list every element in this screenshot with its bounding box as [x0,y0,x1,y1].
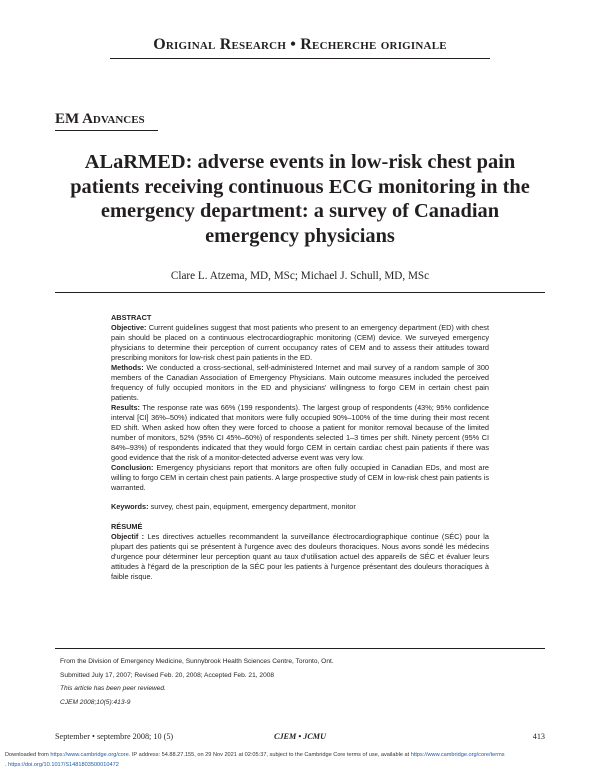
resume-heading: RÉSUMÉ [111,522,143,531]
submission-dates: Submitted July 17, 2007; Revised Feb. 20, 2008; Accepted Feb. 21, 2008 [60,671,275,679]
author-rule [55,292,545,293]
header-rule [110,58,490,59]
abstract-conclusion [111,463,489,493]
download-notice [5,751,597,770]
objective-label: Objective: [111,323,147,332]
article-title: ALaRMED: adverse events in low-risk chest pain patients receiving continuous ECG monitoring in the emergency department: a survey of Canadian emergency physicians [70,151,530,247]
keywords [111,502,489,512]
category-label: EM Advances [55,111,145,127]
download-line2-prefix: . [5,761,9,768]
abstract-results [111,403,489,463]
objectif-text: Les directives actuelles recommandent la surveillance électrocardiographique continue (SÉC) pour la plupart des patients qui se présentent à l'urgence avec des douleurs thoraciques. Nous avons sondé les médecins d'urgence pour déterminer leur perception quant au taux d'utilisation actuel des appareils de SÉC et évaluer leurs attitudes à l'égard de la prescription de la SÉC pour les patients à l'urgence présentant des douleurs thoraciques à faible risque. [111,532,489,581]
objectif-label: Objectif : [111,532,145,541]
keywords-text: survey, chest pain, equipment, emergency department, monitor [148,502,356,511]
author-list: Clare L. Atzema, MD, MSc; Michael J. Schull, MD, MSc [170,270,430,282]
category-rule [55,130,158,131]
objective-text: Current guidelines suggest that most patients who present to an emergency department (ED) with chest pain should be placed on a continuous electrocardiographic monitoring (CEM) device. We surveyed emergency physicians to determine their perception of current occupancy rates of CEM and to assess their attitudes toward prescribing monitors for low-risk chest pain patients in the ED. [111,323,489,362]
journal-name: CJEM • JCMU [273,732,326,741]
abstract-heading: ABSTRACT [111,313,152,322]
section-header: Original Research • Recherche originale [153,36,447,53]
results-label: Results: [111,403,140,412]
conclusion-label: Conclusion: [111,463,154,472]
doi-link[interactable]: https://doi.org/10.1017/S1481803500010472 [8,761,119,768]
terms-link[interactable]: https://www.cambridge.org/core/terms [410,752,505,758]
methods-label: Methods: [111,363,144,372]
affiliation: From the Division of Emergency Medicine, Sunnybrook Health Sciences Centre, Toronto, Ont. [60,658,334,665]
citation: CJEM 2008;10(5):413-9 [60,698,131,706]
abstract-block [111,313,489,582]
footnotes [60,655,540,709]
results-text: The response rate was 66% (199 respondents). The largest group of respondents (43%; 95% confidence interval [CI] 36%–50%) indicated that monitors were fully occupied 90%–100% of the time during their most recent ED shift. When asked how often they were forced to choose a patient for monitor removal because of the limited number of monitors, 52% (95% CI 45%–60%) of respondents selected 1–3 times per shift. Ninety percent (95% CI 84%–93%) of respondents indicated that they would forgo CEM in certain cardiac chest pain patients if there was good evidence that the risk of a monitor-detected adverse event was very low. [111,403,489,462]
keywords-label: Keywords: [111,502,149,511]
conclusion-text: Emergency physicians report that monitors are often fully occupied in Canadian EDs, and most are willing to forgo CEM in certain chest pain patients. A large prospective study of CEM in low-risk chest pain patients is warranted. [111,463,489,492]
issue-date: September • septembre 2008; 10 (5) [55,732,174,741]
download-prefix: Downloaded from [5,752,51,758]
cambridge-core-link[interactable]: https://www.cambridge.org/core [50,752,129,758]
abstract-methods [111,363,489,403]
peer-review-note: This article has been peer reviewed. [60,685,166,692]
abstract-objective [111,323,489,363]
footnote-rule [55,648,545,649]
download-mid: . IP address: 54.88.27.155, on 29 Nov 2021 at 02:05:37, subject to the Cambridge Core terms of use, available at [128,752,411,758]
resume-objectif [111,532,489,582]
page-number: 413 [532,732,545,741]
methods-text: We conducted a cross-sectional, self-administered Internet and mail survey of a random sample of 300 members of the Canadian Association of Emergency Physicians. Main outcome measures included the perceived frequency of fully occupied monitors in the ED and physicians' willingness to forgo CEM in certain chest pain patients. [111,363,489,402]
